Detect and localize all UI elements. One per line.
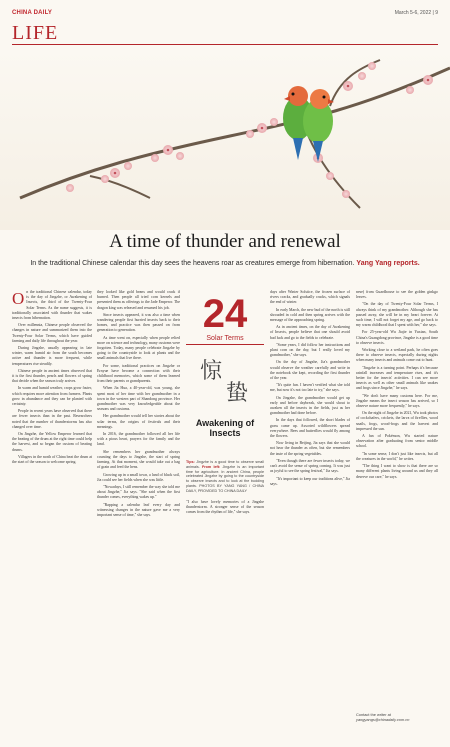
paragraph: they looked like gold beans and would crack if burned. Then people all tried corn kernels and presented them as offerings to the Jade Emperor. The dragon king was released and resumed his job. xyxy=(97,290,180,310)
contact-prefix: Contact the writer at xyxy=(356,712,391,717)
photo-caption: Tips: Jingzhe is a good time to observe small animals. From left: Jingzhe is an important time for agriculture. In ancient China, people celebrated Jingzhe by going to the countryside to observe insects and to look at the budding plants. PHOTOS BY YANG YANG / CHINA DAILY, PROVIDED TO CHINA DAILY xyxy=(186,460,265,493)
sidebar-title: Awakening of Insects xyxy=(195,418,255,438)
article-column-4 xyxy=(270,290,350,738)
paragraph: A fan of Pokémon, Wu started nature observation after graduating from senior middle school. xyxy=(356,434,438,449)
masthead-logo: CHINA DAILY xyxy=(12,10,53,16)
paragraph: Growing up in a small town, a land of black soil, Jia could see her fields when she was little. xyxy=(97,472,180,482)
paragraph: For 25-year-old Wu Jiajie in Yuxian, South China's Guangdong province, Jingzhe is a good time to observe insects. xyxy=(356,330,438,345)
section-rule xyxy=(12,44,438,45)
calligraphy-char-zhe: 蛰 xyxy=(226,381,249,406)
drop-cap: O xyxy=(12,290,25,308)
paragraph: "In some sense, I don't just like insects, but all the creatures in the world," he writes. xyxy=(356,451,438,461)
paragraph: She remembers her grandmother always counting the days to Jingzhe, the start of spring farming. At that moment, she would take out a bag of grain and feed the hens. xyxy=(97,449,180,470)
paragraph: In 2016, the grandmother followed all her life with a pious heart, prayers for the family and the land. xyxy=(97,432,180,447)
article-column-5 xyxy=(356,290,438,710)
calligraphy-char-jing: 惊 xyxy=(200,359,223,384)
byline: Yang Yang reports. xyxy=(356,260,420,267)
paragraph: In warm and humid weather, crops grow faster, which requires more attention from farmers. Plants grow in abundance and they can be planted with certainty. xyxy=(12,386,92,407)
paragraph: Since insects appeared, it was also a time when wandering people first hurried insects back to their homes, and practice was then passed on from generation to generation. xyxy=(97,312,180,333)
paragraph: Her grandmother would tell her stories about the solar terms, the origins of festivals and their meanings. xyxy=(97,414,180,429)
article-column-1 xyxy=(12,290,92,738)
paragraph: "Even though there are fewer insects today, we can't avoid the sense of spring coming. It was just as joyful to see the spring festival," Jia says. xyxy=(270,458,350,474)
paragraph: "It's quite fun. I haven't verified what she told me, but now it's not too late to try," she says. xyxy=(270,383,350,393)
paragraph: On the day of Jingzhe, Jia's grandmother would observe the weather carefully and write in the notebook she kept, recording the first thunder of the year. xyxy=(270,360,350,381)
paragraph: "Rapping a calendar leaf every day and witnessing changes in the nature gave me a very important sense of time," she says. xyxy=(97,502,180,517)
paragraph: Villagers in the north of China beat the drum at the start of the season to welcome spring. xyxy=(12,454,92,465)
hero-illustration xyxy=(0,48,450,230)
paragraph: On the night of Jingzhe in 2021, Wu took photos of cockchafers, crickets, the larva of fireflies, wood snails, frogs, wood-frogs and the harvest and impressed the sun. xyxy=(356,411,438,431)
paragraph: Now living in Beijing, Jia says that she would not hear the thunder as often, but she remembers the taste of the spring vegetables. xyxy=(270,441,350,456)
contact-email-link[interactable]: yangyangs@chinadaily.com.cn xyxy=(356,717,410,722)
paragraph: For some, traditional practices on Jingzhe or Ernyue have become a connection with their childhood memories, which some of them learned from their parents or grandparents. xyxy=(97,363,180,384)
writer-contact xyxy=(356,712,438,722)
paragraph: As time went on, especially when people relied more on science and technology, many customs were forgotten. Today, many people celebrate Jingzhe by going to the countryside to look at plants and the small animals that live there. xyxy=(97,335,180,361)
solar-terms-label: Solar Terms xyxy=(186,335,264,345)
solar-term-number: 24 xyxy=(202,292,248,336)
paragraph: On Jingzhe, the grandmother would get up early and before daybreak, she would shout to awaken all the insects in the fields, just as her grandmother had done before. xyxy=(270,395,350,416)
paragraph: "Nowadays, I still remember the way she told me about Jingzhe," Jia says. "She said when the first thunder comes, everything wakes up." xyxy=(97,484,180,500)
paragraph: nese) from Guardhouse to see the golden ginkgo leaves. xyxy=(356,290,438,300)
article-column-3 xyxy=(186,500,264,738)
issue-date: March 5-6, 2022 | 9 xyxy=(394,10,438,16)
paragraph: "We don't have many customs here. For me, Jingzhe means the insect season has arrived, so I observe nature more frequently," he says. xyxy=(356,393,438,409)
article-column-2 xyxy=(97,290,180,738)
paragraph: "Jingzhe is a turning point. Perhaps it's because rainfall increases and temperature rises, and it's better for the insects' activities. I can see more insects as well as other small animals like snakes and frogs since Jingzhe," he says. xyxy=(356,365,438,391)
section-title: LIFE xyxy=(12,22,59,44)
paragraph: During Jingzhe, usually appearing in late winter, warm humid air from the south becomes active and thunder is more frequent, while temperatures rise steadily. xyxy=(12,346,92,366)
page-header xyxy=(12,8,438,20)
deck-text: In the traditional Chinese calendar this day sees the heavens roar as creatures emerge from hibernation. xyxy=(30,260,355,267)
paragraph: days after Winter Solstice, the frozen surface of rivers cracks, and gradually cracks, which signals the end of winter. xyxy=(270,290,350,305)
paragraph: "Some years, I did follow her instructions and plant corn on the day, but I really loved my grandmother," she says. xyxy=(270,342,350,358)
paragraph: "The thing I want to show is that there are so many different plants living around us and they all deserve our care," he says. xyxy=(356,464,438,479)
paragraph: In the days that followed, the short blades of grass came up. Assorted wildflowers spread everywhere. Bees and butterflies would fly among the flowers. xyxy=(270,418,350,439)
lovebirds-on-branch-illustration xyxy=(0,48,450,230)
paragraph: Over millennia, Chinese people observed the changes in nature and summarized them into the Twenty-Four Solar Terms, which have guided farming and daily life throughout the year. xyxy=(12,323,92,343)
paragraph: Chinese people in ancient times observed that it is the first thunder, pearls and flowers of spring that decide when the season truly arrives. xyxy=(12,368,92,384)
paragraph: "I also have lovely memories of a Jingzhe thunderstorm. A stronger sense of the season comes from the rhythm of life," she says. xyxy=(186,500,264,515)
chinese-calligraphy xyxy=(186,352,264,414)
paragraph: People in recent years have observed that there are fewer insects than in the past. Researchers noted that the number of thunderstorms has also changed over time. xyxy=(12,409,92,429)
paragraph: "It's important to keep our traditions alive," Jia says. xyxy=(270,476,350,486)
paragraph: "On the day of Twenty-Four Solar Terms, I always think of my grandmother. Although she has passed away, she will be in my heart forever. At such time, I will not forget my age, and go back to my warm childhood that I spent with her," she says. xyxy=(356,302,438,328)
article-deck xyxy=(30,259,420,268)
paragraph: When Jia Hua, a 40-year-old, was young, she spent most of her time with her grandmother in a town in the western part of Shandong province. Her grandmother was very knowledgeable about the seasons and customs. xyxy=(97,386,180,412)
article-headline: A time of thunder and renewal xyxy=(109,231,341,252)
paragraph: In early March, the new bud of the north is still shrouded in cold and then spring arrives with the message of the approaching spring. xyxy=(270,307,350,323)
paragraph: On the traditional Chinese calendar, today is the day of Jingzhe, or Awakening of Insects, the third of the Twenty-Four Solar Terms. As the name suggests, it is traditionally associated with thunder that wakes insects from hibernation. xyxy=(12,290,92,321)
paragraph: Working close to a wetland park, he often goes there to observe insects, especially during nights when many insects and animals come out to hunt. xyxy=(356,348,438,363)
paragraph: On Jingzhe, the Yellow Emperor learned that the beating of the drum at the right time could help the harvest, and so began the custom of beating drums. xyxy=(12,432,92,452)
paragraph: As in ancient times, on the day of Awakening of Insects, people believe that one should avoid bad luck and go to the fields to celebrate. xyxy=(270,325,350,340)
